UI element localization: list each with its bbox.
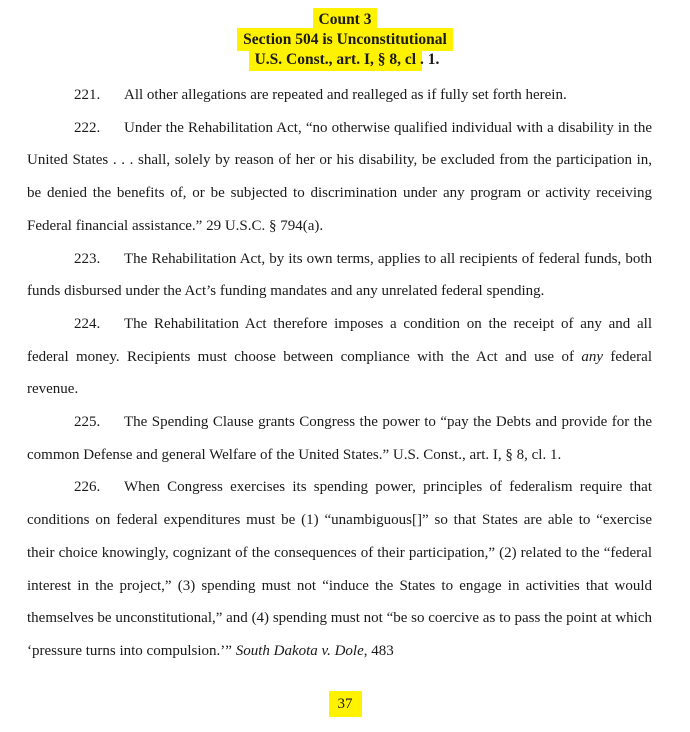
paragraph-221 xyxy=(27,79,652,112)
count-label: Count 3 xyxy=(315,10,376,29)
paragraph-225 xyxy=(27,406,652,471)
paragraph-text: Under the Rehabilitation Act, “no otherwise qualified individual with a disability in the United States . . . shall, solely by reason of her or his disability, be excluded from the participation in, be denied the benefits of, or be subjected to discrimination under any program or activity receiving Federal financial assistance.” 29 U.S.C. § 794(a). xyxy=(27,119,652,234)
paragraph-number: 221. xyxy=(74,87,101,103)
citation-rest: . 1. xyxy=(420,51,440,68)
citation-highlighted: U.S. Const., art. I, § 8, cl xyxy=(251,50,420,69)
paragraph-number: 224. xyxy=(74,315,101,332)
citation-heading xyxy=(0,50,690,69)
paragraph-number: 222. xyxy=(74,119,101,136)
paragraph-222 xyxy=(27,112,652,243)
count-heading xyxy=(0,10,690,29)
paragraph-text-before: When Congress exercises its spending power, principles of federalism require that conditions on federal expenditures must be (1) “unambiguous[]” so that States are able to “exercise their choice knowingly, cognizant of the consequences of their participation,” (2) related to the “federal interest in the project,” (3) spending must not “induce the States to engage in activities that would themselves be unconstitutional,” and (4) spending must not “be so coercive as to pass the point at which ‘pressure turns into compulsion.’” xyxy=(27,479,652,659)
page-number xyxy=(0,696,690,713)
paragraph-number: 225. xyxy=(74,414,101,431)
paragraph-224 xyxy=(27,308,652,406)
paragraph-text-after: federal revenue. xyxy=(27,348,652,398)
paragraph-number: 223. xyxy=(74,250,101,267)
paragraph-text: The Spending Clause grants Congress the power to “pay the Debts and provide for the common Defense and general Welfare of the United States.” U.S. Const., art. I, § 8, cl. 1. xyxy=(27,414,652,463)
paragraph-text-after: , 483 xyxy=(363,642,394,659)
paragraph-text: The Rehabilitation Act, by its own terms, applies to all recipients of federal funds, both funds disbursed under the Act’s funding mandates and any unrelated federal spending. xyxy=(27,250,652,300)
paragraph-226 xyxy=(27,471,652,667)
page-number-label: 37 xyxy=(332,694,359,714)
section-title-heading xyxy=(0,30,690,49)
section-title: Section 504 is Unconstitutional xyxy=(239,30,451,49)
document-body xyxy=(27,79,652,668)
paragraph-emphasis: any xyxy=(581,348,603,365)
paragraph-text: All other allegations are repeated and realleged as if fully set forth herein. xyxy=(124,87,567,103)
case-citation: South Dakota v. Dole xyxy=(235,642,364,659)
paragraph-text-before: The Rehabilitation Act therefore imposes a condition on the receipt of any and all federal money. Recipients must choose between compliance with the Act and use of xyxy=(27,315,652,365)
paragraph-number: 226. xyxy=(74,479,101,496)
paragraph-223 xyxy=(27,243,652,308)
